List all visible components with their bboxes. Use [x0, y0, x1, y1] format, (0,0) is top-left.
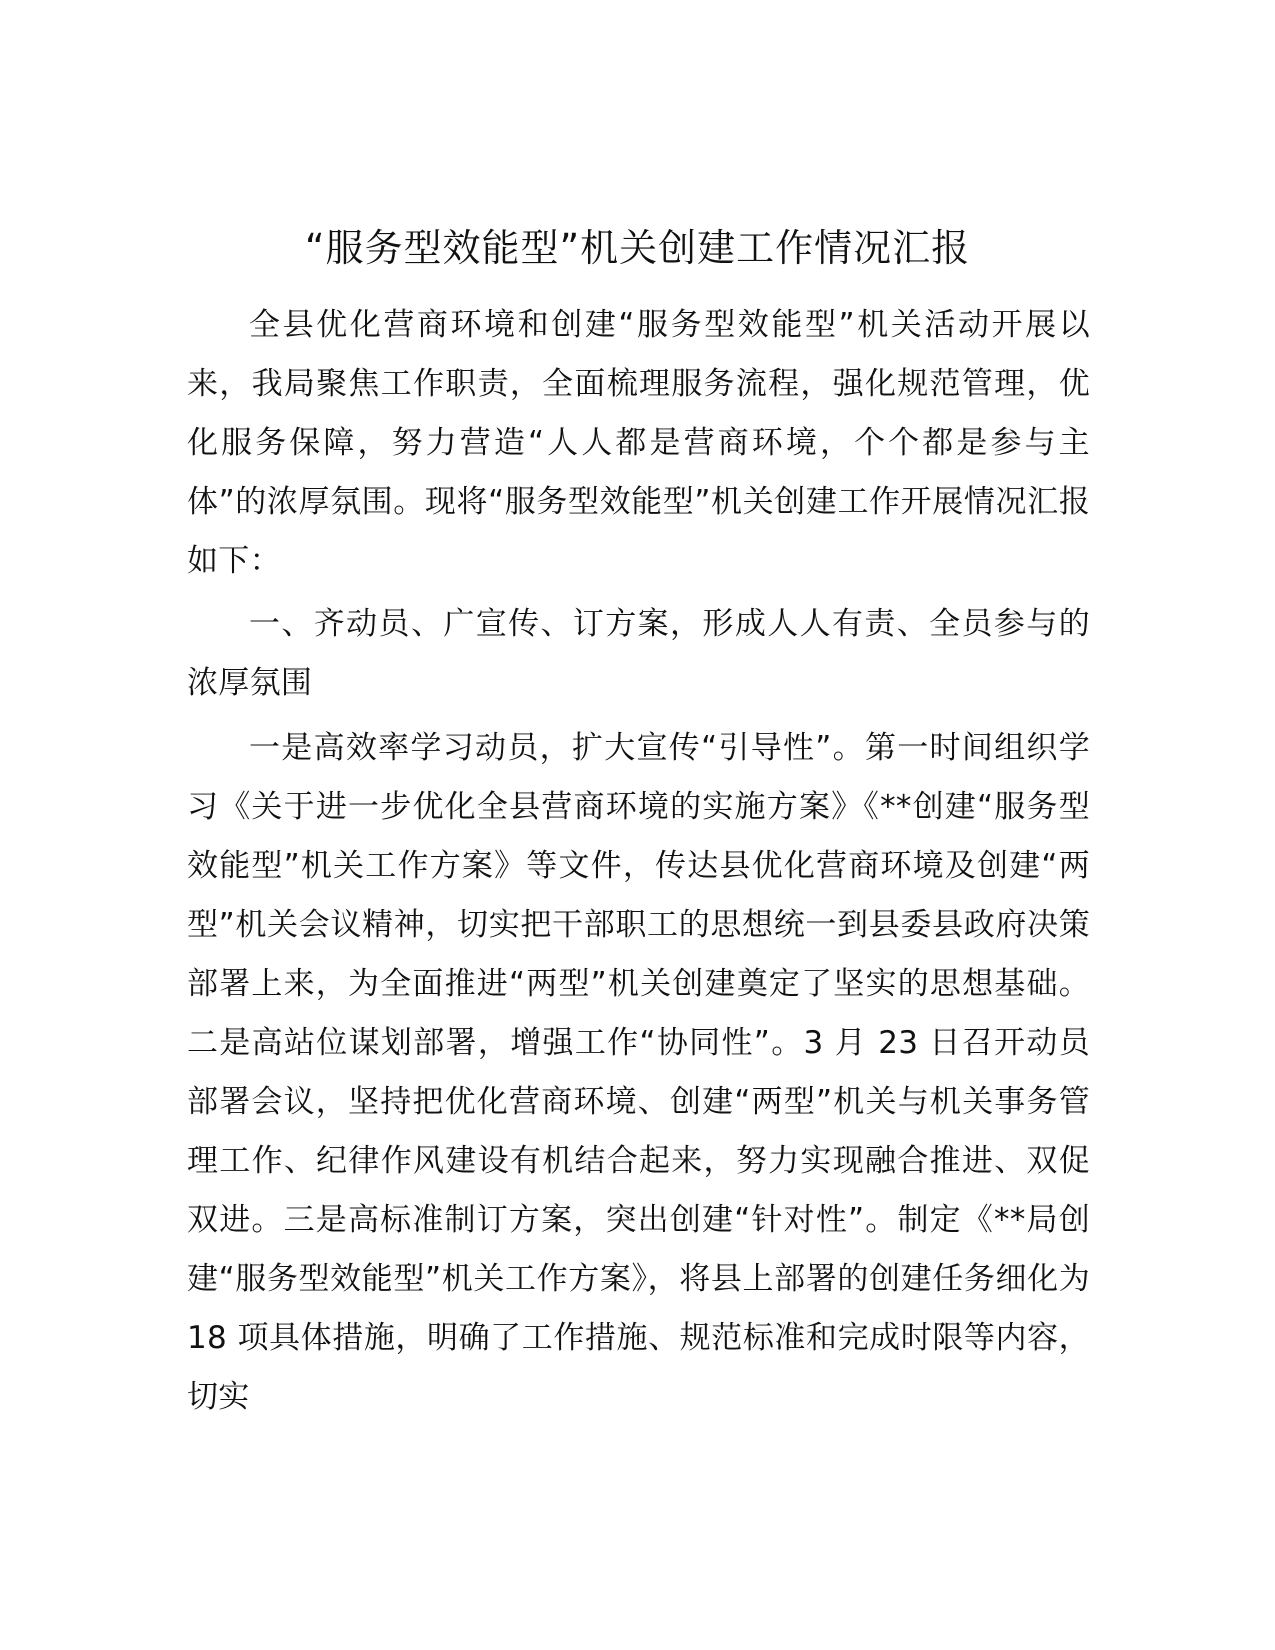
body-paragraph: 一是高效率学习动员，扩大宣传“引导性”。第一时间组织学习《关于进一步优化全县营商环境的实施方案》《**创建“服务型效能型”机关工作方案》等文件，传达县优化营商环境及创建“两型”机关会议精神，切实把干部职工的思想统一到县委县政府决策部署上来，为全面推进“两型”机关创建奠定了坚实的思想基础。二是高站位谋划部署，增强工作“协同性”。3 月 23 日召开动员部署会议，坚持把优化营商环境、创建“两型”机关与机关事务管理工作、纪律作风建设有机结合起来，努力实现融合推进、双促双进。三是高标准制订方案，突出创建“针对性”。制定《**局创建“服务型效能型”机关工作方案》，将县上部署的创建任务细化为 18 项具体措施，明确了工作措施、规范标准和完成时限等内容，切实 — [187, 730, 1090, 1415]
document-body — [187, 296, 1090, 1431]
intro-paragraph: 全县优化营商环境和创建“服务型效能型”机关活动开展以来，我局聚焦工作职责，全面梳理服务流程，强化规范管理，优化服务保障，努力营造“人人都是营商环境，个个都是参与主体”的浓厚氛围。现将“服务型效能型”机关创建工作开展情况汇报如下： — [187, 307, 1090, 579]
section-heading: 一、齐动员、广宣传、订方案，形成人人有责、全员参与的浓厚氛围 — [187, 606, 1090, 701]
document-title: “服务型效能型”机关创建工作情况汇报 — [304, 226, 971, 270]
